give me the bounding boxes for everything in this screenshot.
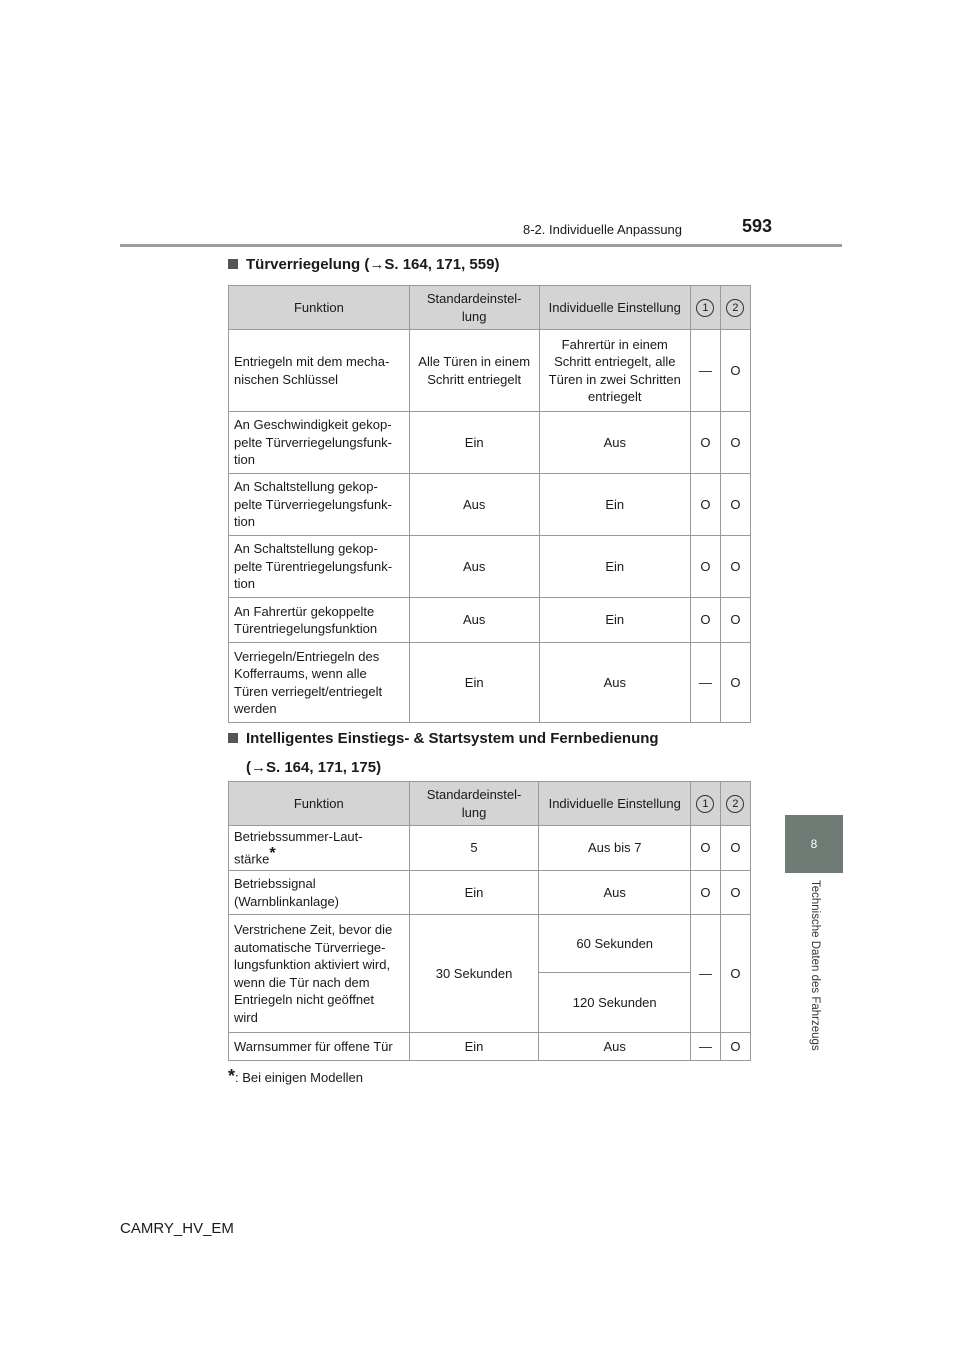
column-header-default: Standardeinstel- lung bbox=[409, 782, 539, 826]
cell-default: Ein bbox=[409, 412, 539, 474]
section-heading-smart-entry bbox=[228, 727, 659, 779]
footnote-text: : Bei einigen Modellen bbox=[235, 1070, 363, 1085]
cell-col2: O bbox=[720, 871, 750, 915]
cell-function: Betriebssummer-Laut- stärke* bbox=[229, 826, 410, 871]
cell-col2: O bbox=[720, 474, 750, 536]
door-lock-table bbox=[228, 285, 751, 723]
cell-col1: O bbox=[690, 871, 720, 915]
square-bullet-icon bbox=[228, 259, 238, 269]
column-header-function: Funktion bbox=[229, 286, 410, 330]
header-rule bbox=[120, 244, 842, 247]
cell-function: An Schaltstellung gekop- pelte Türverriegelungsfunk- tion bbox=[229, 474, 410, 536]
cell-col2: O bbox=[720, 330, 750, 412]
table-row bbox=[229, 536, 751, 598]
table-row bbox=[229, 915, 751, 973]
cell-custom: Ein bbox=[539, 474, 690, 536]
cell-custom: 60 Sekunden bbox=[539, 915, 691, 973]
table-row bbox=[229, 474, 751, 536]
cell-function: Betriebssignal (Warnblinkanlage) bbox=[229, 871, 410, 915]
square-bullet-icon bbox=[228, 733, 238, 743]
table-row bbox=[229, 598, 751, 643]
cell-custom: Ein bbox=[539, 536, 690, 598]
cell-default: 30 Sekunden bbox=[409, 915, 539, 1033]
column-header-custom: Individuelle Einstellung bbox=[539, 286, 690, 330]
cell-custom: Fahrertür in einem Schritt entriegelt, alle Türen in zwei Schritten entriegelt bbox=[539, 330, 690, 412]
cell-function: Verstrichene Zeit, bevor die automatische Türverriege- lungsfunktion aktiviert wird, wenn die Tür nach dem Entriegeln nicht geöffnet wird bbox=[229, 915, 410, 1033]
cell-custom: 120 Sekunden bbox=[539, 973, 691, 1033]
cell-function: Verriegeln/Entriegeln des Kofferraums, wenn alle Türen verriegelt/entriegelt werden bbox=[229, 643, 410, 723]
cell-custom: Aus bbox=[539, 871, 691, 915]
cell-function: An Fahrertür gekoppelte Türentriegelungsfunktion bbox=[229, 598, 410, 643]
cell-function: An Geschwindigkeit gekop- pelte Türverriegelungsfunk- tion bbox=[229, 412, 410, 474]
page-number: 593 bbox=[742, 216, 773, 236]
document-code: CAMRY_HV_EM bbox=[120, 1220, 234, 1237]
circled-number-1-icon: 1 bbox=[696, 299, 714, 317]
table-row bbox=[229, 1033, 751, 1061]
cell-custom: Aus bis 7 bbox=[539, 826, 691, 871]
table-row bbox=[229, 826, 751, 871]
cell-default: 5 bbox=[409, 826, 539, 871]
cell-col1: O bbox=[690, 598, 720, 643]
cell-col2: O bbox=[720, 598, 750, 643]
cell-custom: Aus bbox=[539, 412, 690, 474]
cell-function: Entriegeln mit dem mecha- nischen Schlüssel bbox=[229, 330, 410, 412]
section-heading-text: Türverriegelung (→S. 164, 171, 559) bbox=[246, 256, 500, 273]
section-heading-door-lock bbox=[228, 253, 499, 276]
chapter-title: Technische Daten des Fahrzeugs bbox=[809, 880, 821, 1051]
cell-default: Aus bbox=[409, 474, 539, 536]
column-header-2 bbox=[720, 286, 750, 330]
cell-default: Ein bbox=[409, 871, 539, 915]
section-heading-text: Intelligentes Einstiegs- & Startsystem und Fernbedienung bbox=[246, 730, 659, 747]
table-row bbox=[229, 643, 751, 723]
cell-custom: Ein bbox=[539, 598, 690, 643]
cell-function: An Schaltstellung gekop- pelte Türentriegelungsfunk- tion bbox=[229, 536, 410, 598]
cell-col1: — bbox=[690, 330, 720, 412]
cell-default: Ein bbox=[409, 643, 539, 723]
circled-number-2-icon: 2 bbox=[726, 795, 744, 813]
cell-default: Aus bbox=[409, 598, 539, 643]
table-header-row bbox=[229, 782, 751, 826]
column-header-2 bbox=[720, 782, 750, 826]
cell-default: Ein bbox=[409, 1033, 539, 1061]
cell-col1: O bbox=[690, 826, 720, 871]
cell-custom: Aus bbox=[539, 1033, 691, 1061]
table-row bbox=[229, 412, 751, 474]
column-header-function: Funktion bbox=[229, 782, 410, 826]
cell-function: Warnsummer für offene Tür bbox=[229, 1033, 410, 1061]
smart-entry-table bbox=[228, 781, 751, 1061]
column-header-default: Standardeinstel- lung bbox=[409, 286, 539, 330]
circled-number-2-icon: 2 bbox=[726, 299, 744, 317]
column-header-custom: Individuelle Einstellung bbox=[539, 782, 691, 826]
section-heading-reference: (→S. 164, 171, 175) bbox=[246, 759, 382, 776]
column-header-1 bbox=[690, 782, 720, 826]
cell-col2: O bbox=[720, 412, 750, 474]
table-row bbox=[229, 330, 751, 412]
page-header-section: 8-2. Individuelle Anpassung bbox=[523, 222, 683, 237]
cell-col2: O bbox=[720, 915, 750, 1033]
cell-col2: O bbox=[720, 826, 750, 871]
cell-col2: O bbox=[720, 643, 750, 723]
cell-col1: O bbox=[690, 536, 720, 598]
footnote-marker: * bbox=[269, 845, 276, 863]
footnote-star: * bbox=[228, 1066, 236, 1086]
cell-col1: O bbox=[690, 474, 720, 536]
footnote bbox=[228, 1066, 363, 1087]
cell-col1: — bbox=[690, 1033, 720, 1061]
cell-default: Alle Türen in einem Schritt entriegelt bbox=[409, 330, 539, 412]
cell-col1: — bbox=[690, 915, 720, 1033]
cell-default: Aus bbox=[409, 536, 539, 598]
cell-custom: Aus bbox=[539, 643, 690, 723]
chapter-tab: 8 bbox=[785, 815, 843, 873]
cell-col1: O bbox=[690, 412, 720, 474]
circled-number-1-icon: 1 bbox=[696, 795, 714, 813]
table-row bbox=[229, 871, 751, 915]
column-header-1 bbox=[690, 286, 720, 330]
cell-col2: O bbox=[720, 1033, 750, 1061]
cell-col2: O bbox=[720, 536, 750, 598]
table-header-row bbox=[229, 286, 751, 330]
cell-col1: — bbox=[690, 643, 720, 723]
